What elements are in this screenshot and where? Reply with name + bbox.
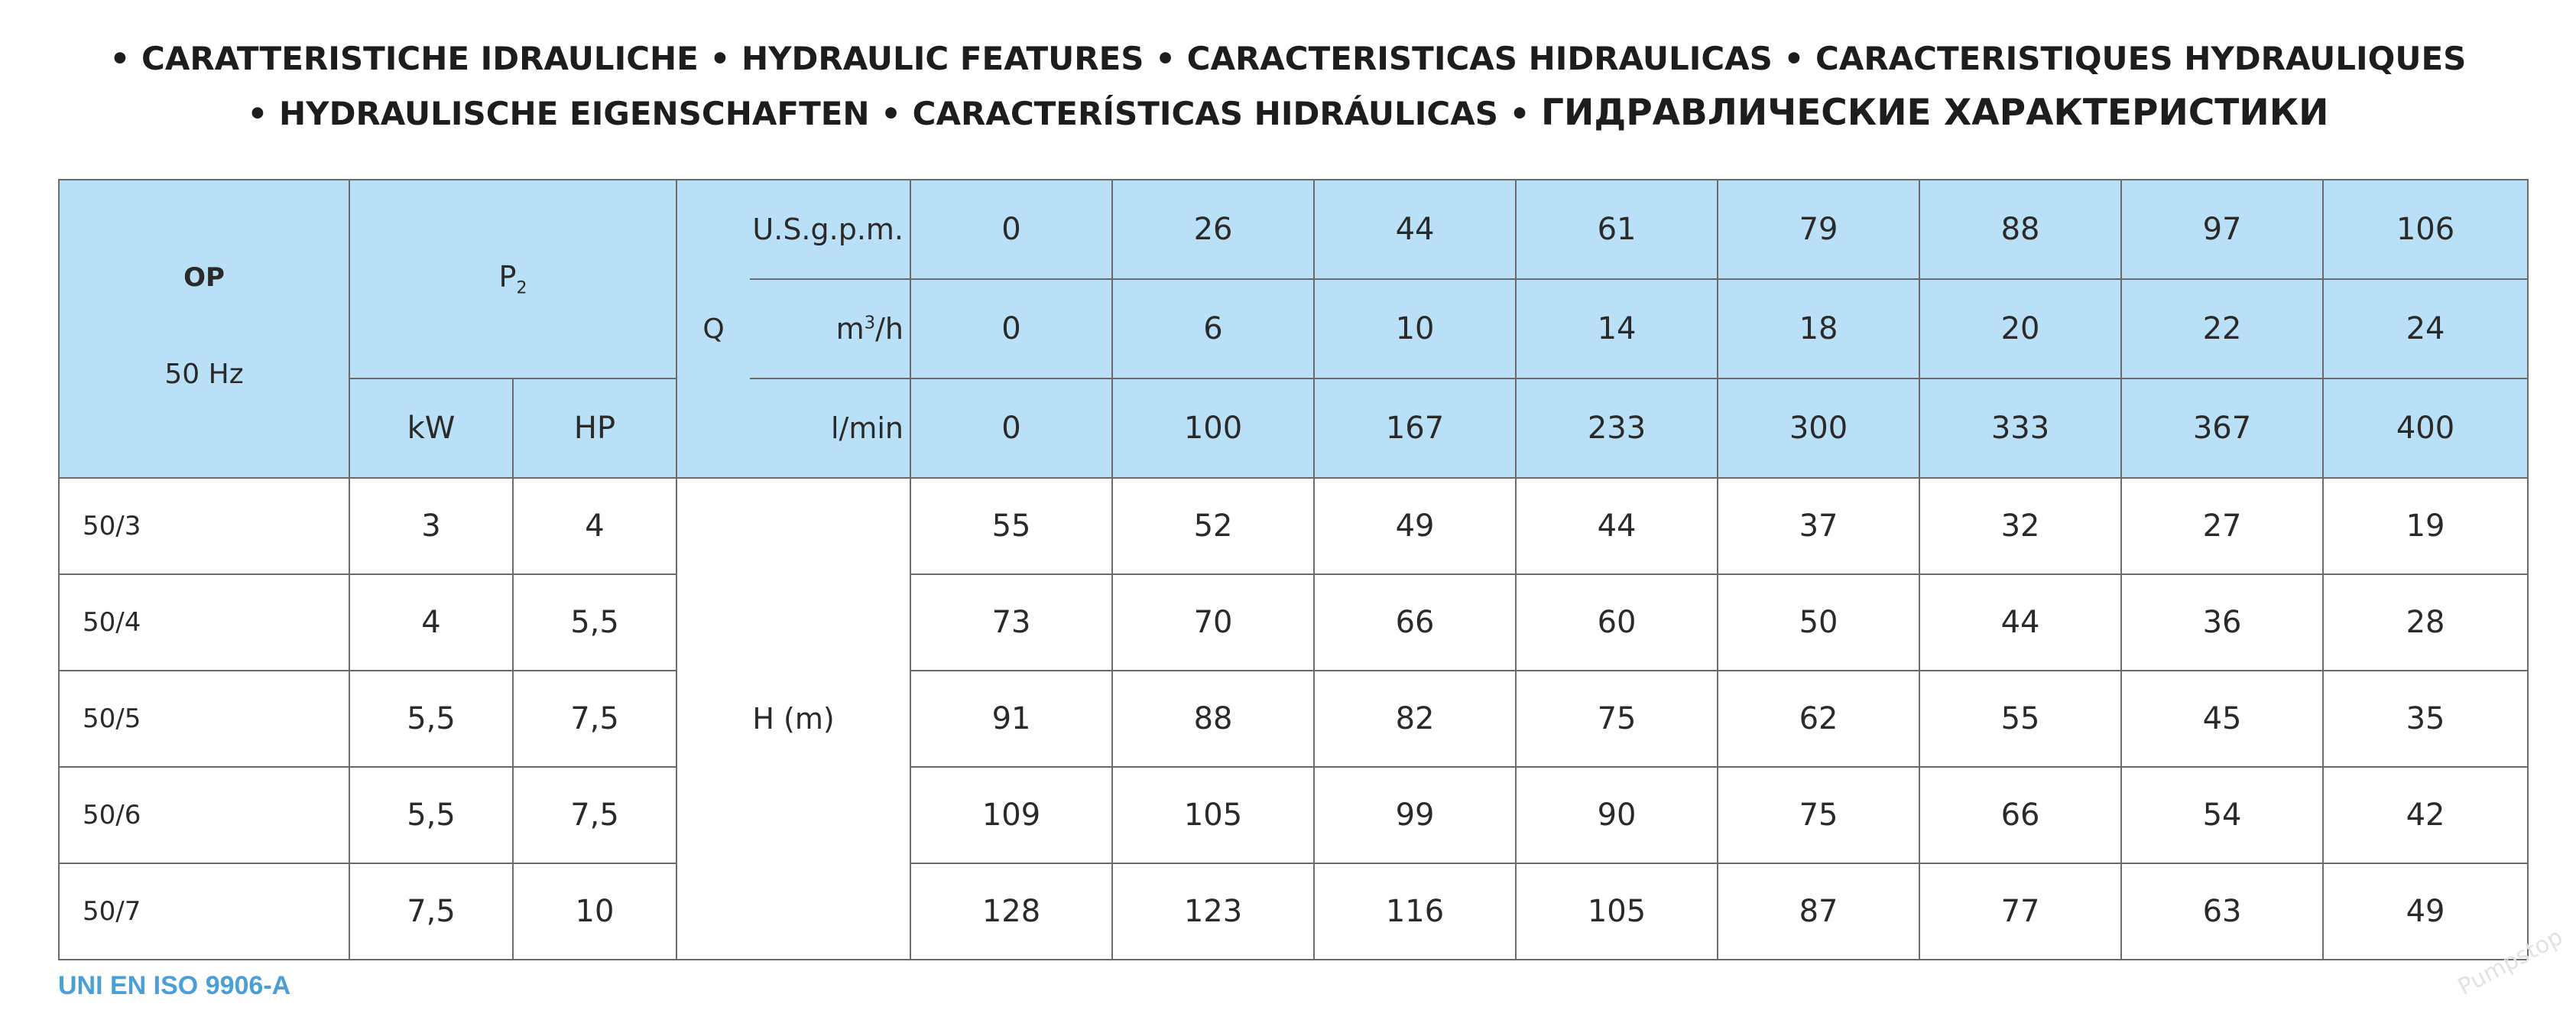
unit-m3h-superscript: 3 (864, 313, 876, 333)
head-value: 66 (1919, 767, 2121, 863)
head-value: 116 (1314, 863, 1516, 960)
head-value: 91 (910, 671, 1112, 767)
m3h-value: 18 (1718, 279, 1919, 379)
header-row-usgpm (59, 180, 2528, 279)
head-value: 105 (1516, 863, 1718, 960)
table-row (59, 574, 2528, 671)
hydraulic-features-table (58, 179, 2529, 960)
unit-m3h-base: m (835, 312, 865, 346)
m3h-value: 0 (910, 279, 1112, 379)
m3h-value: 6 (1112, 279, 1314, 379)
model-name: 50/4 (59, 574, 349, 671)
hp-value: 10 (513, 863, 676, 960)
table-header (59, 180, 2528, 478)
head-value: 52 (1112, 478, 1314, 574)
head-value: 32 (1919, 478, 2121, 574)
unit-m3h (750, 279, 910, 379)
lmin-value: 300 (1718, 379, 1919, 478)
head-value: 73 (910, 574, 1112, 671)
lmin-value: 167 (1314, 379, 1516, 478)
kw-value: 4 (349, 574, 513, 671)
p2-header-cell (349, 180, 676, 379)
hp-value: 5,5 (513, 574, 676, 671)
head-value: 49 (1314, 478, 1516, 574)
head-value: 44 (1919, 574, 2121, 671)
head-value: 128 (910, 863, 1112, 960)
head-value: 36 (2121, 574, 2323, 671)
m3h-value: 22 (2121, 279, 2323, 379)
head-value: 88 (1112, 671, 1314, 767)
head-value: 63 (2121, 863, 2323, 960)
heading-line-1: • CARATTERISTICHE IDRAULICHE • HYDRAULIC FEATURES • CARACTERISTICAS HIDRAULICAS • CARACTERISTIQUES HYDRAULIQUES (109, 40, 2467, 77)
kw-value: 7,5 (349, 863, 513, 960)
head-value: 75 (1516, 671, 1718, 767)
lmin-value: 0 (910, 379, 1112, 478)
head-value: 37 (1718, 478, 1919, 574)
table-row (59, 671, 2528, 767)
head-value: 55 (910, 478, 1112, 574)
head-value: 55 (1919, 671, 2121, 767)
hp-value: 7,5 (513, 767, 676, 863)
head-value: 99 (1314, 767, 1516, 863)
usgpm-value: 97 (2121, 180, 2323, 279)
head-value: 123 (1112, 863, 1314, 960)
header-row-lmin (59, 379, 2528, 478)
lmin-value: 400 (2323, 379, 2528, 478)
head-value: 60 (1516, 574, 1718, 671)
heading-line-2-latin: • HYDRAULISCHE EIGENSCHAFTEN • CARACTERÍSTICAS HIDRÁULICAS • (247, 95, 1530, 132)
m3h-value: 24 (2323, 279, 2528, 379)
table-row (59, 478, 2528, 574)
head-value: 45 (2121, 671, 2323, 767)
heading-line-2-russian: ГИДРАВЛИЧЕСКИЕ ХАРАКТЕРИСТИКИ (1541, 92, 2329, 134)
usgpm-value: 61 (1516, 180, 1718, 279)
head-value: 35 (2323, 671, 2528, 767)
usgpm-value: 88 (1919, 180, 2121, 279)
table-row (59, 767, 2528, 863)
m3h-value: 20 (1919, 279, 2121, 379)
head-value: 49 (2323, 863, 2528, 960)
lmin-value: 233 (1516, 379, 1718, 478)
unit-lmin: l/min (750, 379, 910, 478)
kw-value: 5,5 (349, 767, 513, 863)
heading-line-2 (0, 92, 2576, 134)
lmin-value: 100 (1112, 379, 1314, 478)
hp-value: 4 (513, 478, 676, 574)
model-name: 50/7 (59, 863, 349, 960)
kw-value: 5,5 (349, 671, 513, 767)
table-row (59, 863, 2528, 960)
lmin-value: 333 (1919, 379, 2121, 478)
kw-value: 3 (349, 478, 513, 574)
op-label: OP (183, 262, 225, 293)
model-name: 50/3 (59, 478, 349, 574)
head-value: 62 (1718, 671, 1919, 767)
hp-value: 7,5 (513, 671, 676, 767)
usgpm-value: 26 (1112, 180, 1314, 279)
q-label: Q (676, 180, 750, 478)
m3h-value: 14 (1516, 279, 1718, 379)
watermark: Pumpstop (2454, 923, 2568, 1001)
head-value: 87 (1718, 863, 1919, 960)
head-value: 44 (1516, 478, 1718, 574)
head-value: 42 (2323, 767, 2528, 863)
head-value: 54 (2121, 767, 2323, 863)
unit-m3h-tail: /h (875, 312, 904, 346)
head-value: 90 (1516, 767, 1718, 863)
hp-header: HP (513, 379, 676, 478)
lmin-value: 367 (2121, 379, 2323, 478)
head-value: 19 (2323, 478, 2528, 574)
head-value: 50 (1718, 574, 1919, 671)
head-value: 82 (1314, 671, 1516, 767)
head-value: 28 (2323, 574, 2528, 671)
m3h-value: 10 (1314, 279, 1516, 379)
head-value: 27 (2121, 478, 2323, 574)
p2-label: P (498, 260, 517, 294)
head-value: 66 (1314, 574, 1516, 671)
model-name: 50/6 (59, 767, 349, 863)
head-value: 109 (910, 767, 1112, 863)
standard-footnote: UNI EN ISO 9906-A (58, 971, 291, 1000)
head-value: 75 (1718, 767, 1919, 863)
head-value: 77 (1919, 863, 2121, 960)
head-value: 70 (1112, 574, 1314, 671)
kw-header: kW (349, 379, 513, 478)
usgpm-value: 79 (1718, 180, 1919, 279)
unit-usgpm: U.S.g.p.m. (750, 180, 910, 279)
p2-subscript: 2 (516, 278, 527, 298)
usgpm-value: 0 (910, 180, 1112, 279)
table-body (59, 478, 2528, 960)
usgpm-value: 44 (1314, 180, 1516, 279)
frequency-label: 50 Hz (164, 358, 244, 390)
model-name: 50/5 (59, 671, 349, 767)
usgpm-value: 106 (2323, 180, 2528, 279)
head-value: 105 (1112, 767, 1314, 863)
head-label: H (m) (676, 478, 910, 960)
op-header-cell (59, 180, 349, 478)
